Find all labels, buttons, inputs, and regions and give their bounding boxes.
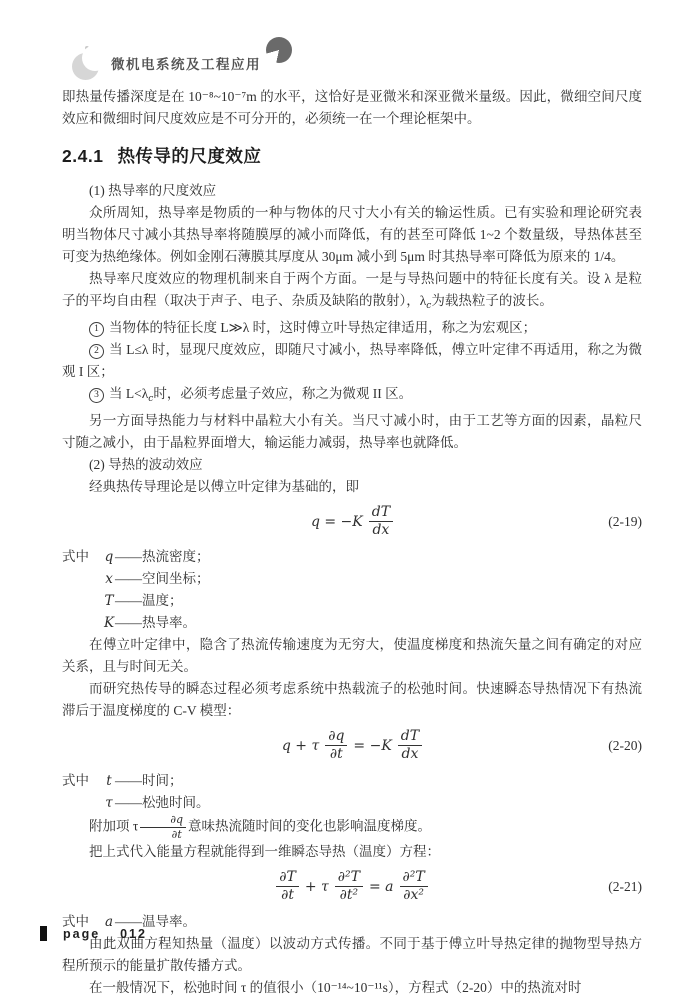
book-title: 微机电系统及工程应用 bbox=[111, 57, 261, 72]
symbol: a bbox=[104, 913, 114, 930]
where-row bbox=[62, 590, 642, 612]
symbol: T bbox=[104, 592, 114, 609]
fraction-numerator: ∂²T bbox=[335, 870, 363, 887]
definition: ——温导率。 bbox=[115, 913, 196, 929]
lambda-subscript: c bbox=[426, 301, 432, 311]
fraction-numerator: dT bbox=[398, 729, 422, 746]
fraction-numerator: ∂q bbox=[325, 729, 347, 746]
list-item-text: 当物体的特征长度 L≫λ 时，这时傅立叶导热定律适用，称之为宏观区； bbox=[109, 320, 537, 335]
fraction-denominator: ∂t bbox=[281, 887, 294, 904]
list-item-1 bbox=[62, 317, 642, 339]
fraction bbox=[325, 729, 347, 763]
section-heading bbox=[62, 145, 642, 167]
fraction-numerator: ∂T bbox=[276, 870, 299, 887]
circled-number-icon: 2 bbox=[89, 344, 104, 359]
list-item-text: 当 L≤λ 时，显现尺度效应，即随尺寸减小，热导率降低，傅立叶定律不再适用，称之为微观 I 区； bbox=[62, 342, 642, 379]
equation-number: (2-19) bbox=[608, 513, 642, 529]
where-lead: 式中 bbox=[62, 913, 89, 929]
fraction bbox=[140, 814, 186, 841]
equation-term: q + τ bbox=[281, 737, 320, 754]
section-number: 2.4.1 bbox=[62, 146, 104, 166]
equation-2-20 bbox=[62, 729, 642, 763]
list-item-3 bbox=[62, 383, 642, 410]
where-row bbox=[62, 568, 642, 590]
definition: ——热流密度； bbox=[115, 548, 210, 564]
fraction-denominator: ∂t bbox=[329, 746, 343, 763]
paragraph-intro: 即热量传播深度是在 10⁻⁸~10⁻⁷m 的水平，这恰好是亚微米和深亚微米量级。因此，微细空间尺度效应和微细时间尺度效应是不可分开的，必须统一在一个理论框架中。 bbox=[62, 89, 642, 126]
paragraph-classical: 经典热传导理论是以傅立叶定律为基础的，即 bbox=[89, 479, 359, 494]
definition: ——空间坐标； bbox=[115, 570, 210, 586]
paragraph-fourier-implication: 在傅立叶定律中，隐含了热流传输速度为无穷大，使温度梯度和热流矢量之间有确定的对应关系，且与时间无关。 bbox=[62, 636, 642, 674]
page-content bbox=[62, 86, 642, 999]
crescent-logo-icon bbox=[72, 46, 104, 80]
page-number-label: page _ 012 bbox=[63, 926, 147, 941]
fraction bbox=[398, 729, 422, 763]
fraction-numerator: ∂²T bbox=[400, 870, 428, 887]
equation-term: = −K bbox=[353, 737, 392, 754]
fraction-denominator: ∂t bbox=[171, 827, 182, 841]
fraction-numerator: dT bbox=[369, 505, 393, 522]
definition: ——热导率。 bbox=[115, 614, 196, 630]
equation-term: + τ bbox=[304, 878, 329, 895]
text-run: 附加项 τ bbox=[89, 818, 139, 834]
section-title: 热传导的尺度效应 bbox=[117, 146, 262, 166]
logo-moon-cutout bbox=[82, 45, 108, 71]
symbol: K bbox=[103, 614, 115, 631]
equation-term: = a bbox=[368, 878, 394, 895]
fraction-denominator: dx bbox=[401, 746, 419, 763]
equation-term: q = −K bbox=[310, 513, 363, 530]
paragraph-substitute: 把上式代入能量方程就能得到一维瞬态导热（温度）方程： bbox=[89, 843, 440, 859]
where-row bbox=[62, 911, 642, 933]
definition: ——时间； bbox=[115, 772, 183, 788]
definition: ——松弛时间。 bbox=[115, 794, 210, 810]
fraction bbox=[369, 505, 393, 539]
equation-2-19 bbox=[62, 505, 642, 539]
text-run: 热导率尺度效应的物理机制来自于两个方面。一是与导热问题中的特征长度有关。设 λ 是粒子的平均自由程（取决于声子、电子、杂质及缺陷的散射），λ bbox=[62, 271, 642, 308]
fraction-numerator: ∂q bbox=[140, 814, 186, 828]
subsection-2-title: (2) 导热的波动效应 bbox=[89, 457, 203, 472]
page-header bbox=[72, 46, 292, 80]
text-run: 为载热粒子的波长。 bbox=[431, 293, 553, 308]
paragraph-additional-term bbox=[62, 814, 642, 841]
where-clause-21 bbox=[62, 911, 642, 933]
fraction bbox=[400, 870, 428, 904]
symbol: q bbox=[104, 548, 114, 565]
fraction-denominator: ∂x² bbox=[403, 887, 424, 904]
notched-circle-icon bbox=[266, 37, 292, 63]
paragraph-hyperbolic: 由此双曲方程知热量（温度）以波动方式传播。不同于基于傅立叶导热定律的抛物型导热方程所预示的能量扩散传播方式。 bbox=[62, 935, 642, 973]
paragraph-known: 众所周知，热导率是物质的一种与物体的尺寸大小有关的输运性质。已有实验和理论研究表明当物体尺寸减小其热导率将随膜厚的减小而降低，有的甚至可降低 1~2 个数量级，导热体甚至可变为热绝缘体。例如金刚石薄膜其厚度从 30μm 减小到 5μm 时其热导率可降低为原来的 1/4。 bbox=[62, 205, 642, 264]
paragraph-transient: 而研究热传导的瞬态过程必须考虑系统中热载流子的松弛时间。快速瞬态导热情况下有热流滞后于温度梯度的 C-V 模型： bbox=[62, 680, 642, 718]
circled-number-icon: 3 bbox=[89, 388, 104, 403]
definition: ——温度； bbox=[115, 592, 183, 608]
footer-bar-icon bbox=[40, 926, 47, 941]
paragraph-grain: 另一方面导热能力与材料中晶粒大小有关。当尺寸减小时，由于工艺等方面的因素，晶粒尺寸随之减小，由于晶粒界面增大，输运能力减弱，热导率也就降低。 bbox=[62, 413, 642, 450]
symbol: τ bbox=[105, 794, 113, 811]
symbol: x bbox=[105, 570, 113, 587]
where-row bbox=[62, 546, 642, 568]
list-item-text: 时，必须考虑量子效应，称之为微观 II 区。 bbox=[153, 386, 413, 401]
list-item-2 bbox=[62, 339, 642, 383]
equation-2-21 bbox=[62, 870, 642, 904]
fraction bbox=[335, 870, 363, 904]
equation-number: (2-20) bbox=[608, 737, 642, 753]
where-row bbox=[62, 792, 642, 814]
where-row bbox=[62, 612, 642, 634]
lambda-subscript: c bbox=[148, 394, 154, 404]
where-lead: 式中 bbox=[62, 548, 89, 564]
where-clause-20 bbox=[62, 770, 642, 814]
page-footer bbox=[40, 926, 147, 941]
text-run: 意味热流随时间的变化也影响温度梯度。 bbox=[188, 818, 432, 834]
where-lead: 式中 bbox=[62, 772, 89, 788]
fraction bbox=[276, 870, 299, 904]
where-row bbox=[62, 770, 642, 792]
list-item-text: 当 L<λ bbox=[109, 386, 149, 401]
fraction-denominator: dx bbox=[372, 522, 390, 539]
paragraph-mechanism bbox=[62, 268, 642, 317]
equation-number: (2-21) bbox=[608, 878, 642, 894]
fraction-denominator: ∂t² bbox=[339, 887, 359, 904]
circled-number-icon: 1 bbox=[89, 322, 104, 337]
symbol: t bbox=[106, 772, 112, 789]
paragraph-relaxation: 在一般情况下，松弛时间 τ 的值很小（10⁻¹⁴~10⁻¹¹s），方程式（2-20）中的热流对时 bbox=[89, 979, 582, 995]
where-clause-19 bbox=[62, 546, 642, 634]
subsection-1-title: (1) 热导率的尺度效应 bbox=[89, 183, 217, 198]
